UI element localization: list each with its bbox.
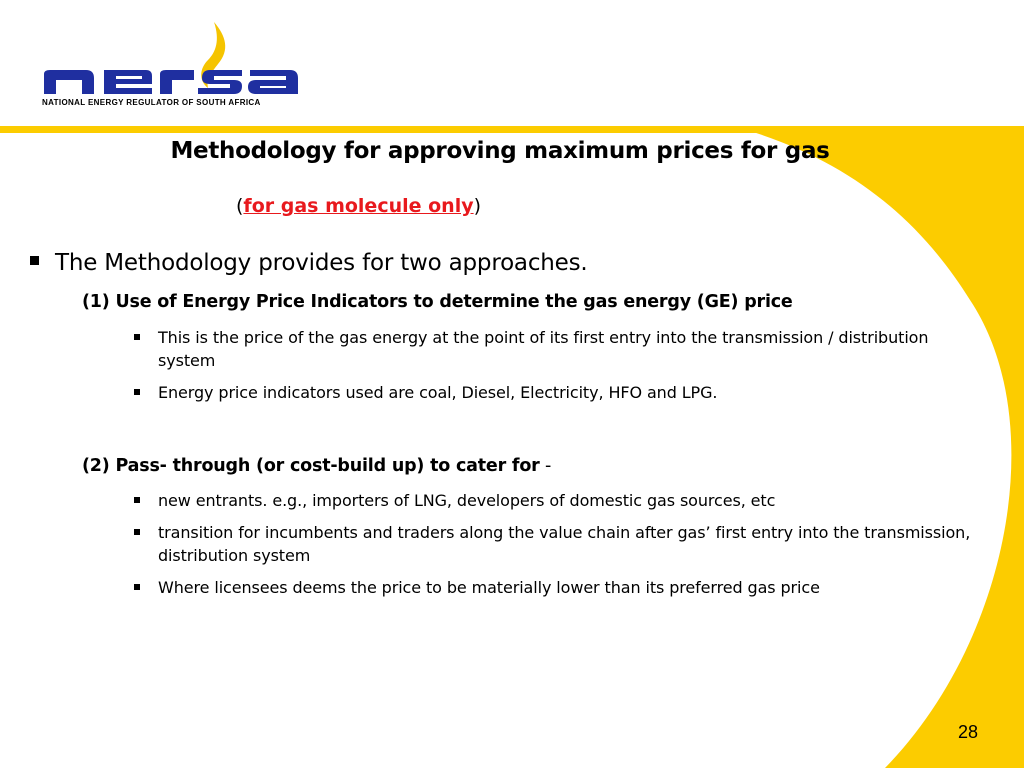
logo-letter-a bbox=[248, 70, 298, 94]
logo-letter-s bbox=[198, 70, 242, 94]
approach-2-heading bbox=[82, 456, 551, 476]
bullet-square-icon bbox=[30, 256, 39, 265]
approach-1-list bbox=[132, 326, 982, 413]
list-item bbox=[132, 521, 982, 567]
bullet-square-icon bbox=[134, 334, 140, 340]
logo-letter-r bbox=[160, 70, 194, 94]
logo-letter-e bbox=[104, 70, 152, 94]
bullet-square-icon bbox=[134, 584, 140, 590]
subtitle-close-paren: ) bbox=[473, 195, 482, 217]
bullet-square-icon bbox=[134, 389, 140, 395]
list-item bbox=[132, 326, 982, 372]
yellow-right-swoosh bbox=[740, 128, 1024, 768]
yellow-top-band bbox=[0, 126, 1024, 133]
main-bullet bbox=[30, 250, 588, 276]
list-item-text: transition for incumbents and traders along the value chain after gas’ first entry into the transmission, distribution system bbox=[158, 523, 971, 565]
bullet-square-icon bbox=[134, 529, 140, 535]
list-item bbox=[132, 381, 982, 404]
list-item-text: Where licensees deems the price to be materially lower than its preferred gas price bbox=[158, 578, 820, 597]
main-bullet-text: The Methodology provides for two approaches. bbox=[55, 250, 588, 276]
approach-2-list bbox=[132, 489, 982, 608]
subtitle-highlight: for gas molecule only bbox=[243, 195, 474, 217]
list-item bbox=[132, 576, 982, 599]
approach-2-heading-suffix: - bbox=[539, 456, 552, 476]
list-item-text: This is the price of the gas energy at the point of its first entry into the transmission / distribution system bbox=[158, 328, 929, 370]
slide-subtitle bbox=[236, 195, 481, 217]
logo-letter-n bbox=[44, 70, 94, 94]
bullet-square-icon bbox=[134, 497, 140, 503]
page-number: 28 bbox=[958, 722, 979, 742]
list-item-text: Energy price indicators used are coal, Diesel, Electricity, HFO and LPG. bbox=[158, 383, 718, 402]
list-item-text: new entrants. e.g., importers of LNG, developers of domestic gas sources, etc bbox=[158, 491, 776, 510]
list-item bbox=[132, 489, 982, 512]
subtitle-open-paren: ( bbox=[236, 195, 244, 217]
nersa-logo bbox=[38, 18, 308, 110]
approach-1-heading: (1) Use of Energy Price Indicators to determine the gas energy (GE) price bbox=[82, 292, 793, 312]
slide-title: Methodology for approving maximum prices for gas bbox=[170, 138, 830, 164]
approach-2-heading-text: (2) Pass- through (or cost-build up) to cater for bbox=[82, 456, 540, 476]
logo-tagline: NATIONAL ENERGY REGULATOR OF SOUTH AFRICA bbox=[42, 98, 261, 107]
